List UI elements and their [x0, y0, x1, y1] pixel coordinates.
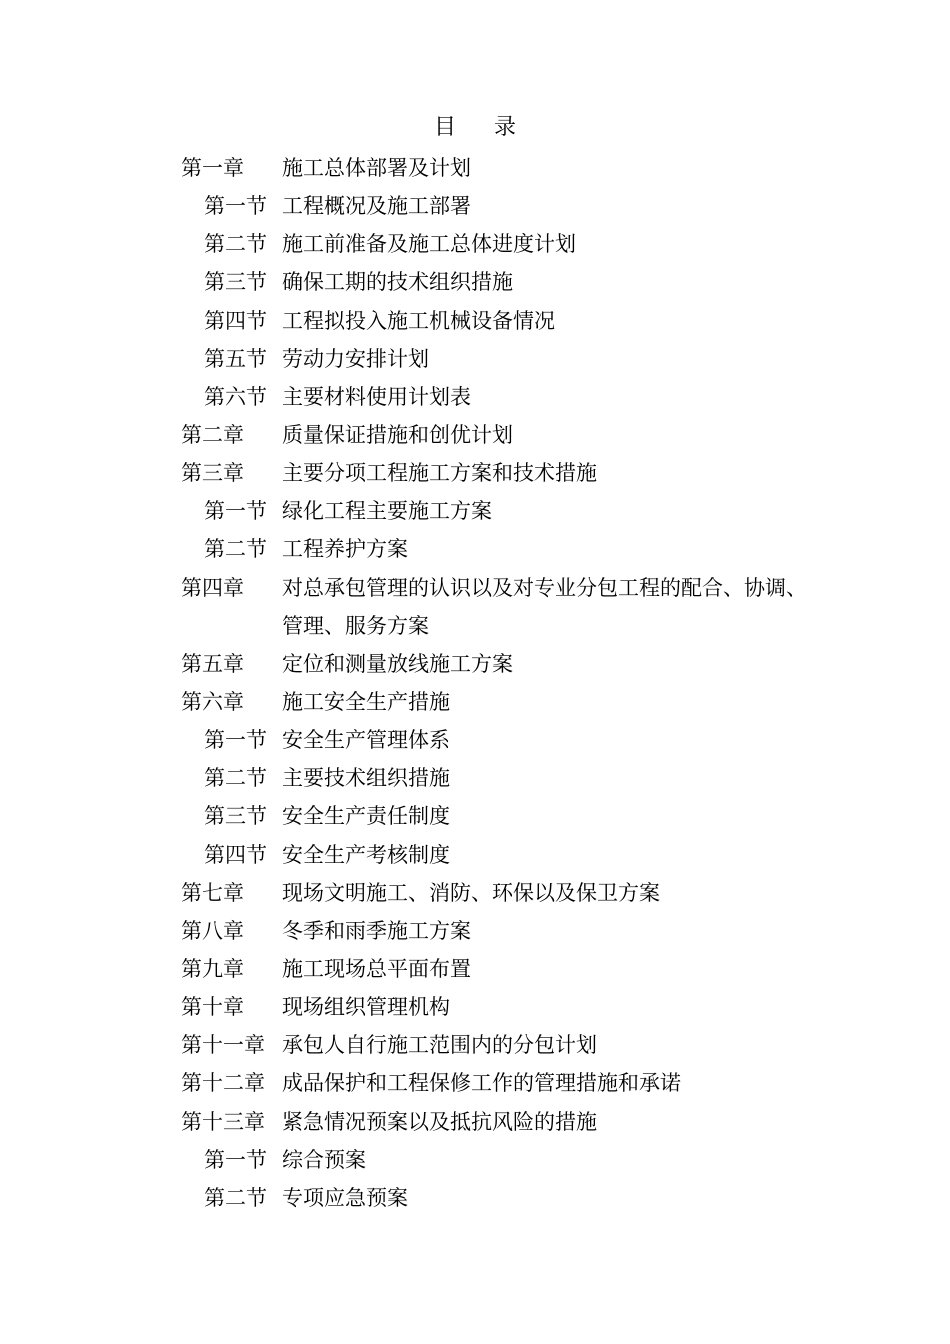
toc-entry-number: 第一章 [181, 156, 244, 180]
toc-entry-number: 第二章 [181, 422, 244, 447]
toc-entry-number: 第八章 [181, 918, 244, 943]
toc-entry [0, 836, 950, 874]
toc-entry-title: 冬季和雨季施工方案 [282, 918, 471, 943]
toc-entry-title: 专项应急预案 [282, 1185, 408, 1210]
toc-entry-number: 第三章 [181, 461, 244, 486]
toc-entry-title: 安全生产考核制度 [282, 842, 450, 867]
toc-entry-title: 主要分项工程施工方案和技术措施 [282, 461, 597, 486]
toc-entry-title: 工程拟投入施工机械设备情况 [282, 308, 555, 333]
toc-entry-number: 第四节 [204, 842, 267, 867]
toc-entry-title: 确保工期的技术组织措施 [282, 270, 513, 295]
toc-entry-title: 施工安全生产措施 [282, 689, 450, 714]
toc-entry [0, 1026, 950, 1064]
toc-entry [0, 912, 950, 950]
toc-entry [0, 187, 950, 225]
toc-entry-number: 第十二章 [181, 1071, 265, 1096]
toc-entry [0, 874, 950, 912]
toc-entry-title: 安全生产责任制度 [282, 804, 450, 829]
page-title [0, 113, 950, 143]
toc-entry [0, 759, 950, 797]
toc-entry-continuation [0, 607, 950, 645]
toc-entry-number: 第六章 [181, 689, 244, 714]
toc-entry-number: 第二节 [204, 1185, 267, 1210]
toc-entry-title: 管理、服务方案 [282, 613, 429, 638]
toc-entry [0, 1103, 950, 1141]
toc-entry-number: 第一节 [204, 194, 267, 219]
toc-entry [0, 416, 950, 454]
toc-entry-number: 第五节 [204, 346, 267, 371]
toc-entry-title: 工程养护方案 [282, 537, 408, 562]
toc-entry [0, 1064, 950, 1102]
toc-entry [0, 1141, 950, 1179]
toc-entry [0, 683, 950, 721]
toc-entry [0, 454, 950, 492]
table-of-contents [0, 149, 950, 1217]
toc-entry-title: 定位和测量放线施工方案 [282, 651, 513, 676]
title-right: 录 [494, 115, 517, 140]
toc-entry-title: 现场组织管理机构 [282, 995, 450, 1020]
toc-entry-number: 第三节 [204, 804, 267, 829]
toc-entry [0, 988, 950, 1026]
toc-entry-title: 工程概况及施工部署 [282, 194, 471, 219]
title-left: 目 [433, 115, 456, 140]
toc-entry-title: 主要材料使用计划表 [282, 384, 471, 409]
toc-entry [0, 492, 950, 530]
toc-entry-title: 综合预案 [282, 1147, 366, 1172]
toc-entry-title: 施工前准备及施工总体进度计划 [282, 232, 576, 257]
toc-entry-title: 质量保证措施和创优计划 [282, 422, 513, 447]
toc-entry [0, 950, 950, 988]
toc-entry [0, 263, 950, 301]
toc-entry-number: 第二节 [204, 766, 267, 791]
toc-entry-number: 第九章 [181, 956, 244, 981]
toc-entry [0, 721, 950, 759]
toc-entry-number: 第四节 [204, 308, 267, 333]
toc-entry-title: 成品保护和工程保修工作的管理措施和承诺 [282, 1071, 681, 1096]
toc-entry-number: 第七章 [181, 880, 244, 905]
toc-entry-title: 紧急情况预案以及抵抗风险的措施 [282, 1109, 597, 1134]
toc-entry-number: 第二节 [204, 537, 267, 562]
toc-entry-number: 第四章 [181, 575, 244, 600]
toc-entry-number: 第十三章 [181, 1109, 265, 1134]
toc-entry-number: 第五章 [181, 651, 244, 676]
toc-entry-title: 劳动力安排计划 [282, 346, 429, 371]
toc-entry [0, 225, 950, 263]
toc-entry [0, 302, 950, 340]
toc-entry [0, 530, 950, 568]
toc-entry-number: 第十一章 [181, 1033, 265, 1058]
toc-entry-title: 安全生产管理体系 [282, 728, 450, 753]
toc-entry-title: 施工现场总平面布置 [282, 956, 471, 981]
toc-entry [0, 797, 950, 835]
toc-entry [0, 645, 950, 683]
toc-entry-title: 施工总体部署及计划 [282, 156, 471, 180]
toc-entry-number: 第三节 [204, 270, 267, 295]
toc-entry [0, 149, 950, 187]
toc-entry [0, 378, 950, 416]
toc-entry [0, 569, 950, 607]
toc-entry-title: 绿化工程主要施工方案 [282, 499, 492, 524]
toc-entry-number: 第一节 [204, 499, 267, 524]
toc-entry-number: 第十章 [181, 995, 244, 1020]
toc-entry-title: 对总承包管理的认识以及对专业分包工程的配合、协调、 [282, 575, 807, 600]
toc-entry-number: 第二节 [204, 232, 267, 257]
toc-entry-title: 承包人自行施工范围内的分包计划 [282, 1033, 597, 1058]
toc-entry-number: 第六节 [204, 384, 267, 409]
toc-entry-number: 第一节 [204, 728, 267, 753]
toc-entry-title: 现场文明施工、消防、环保以及保卫方案 [282, 880, 660, 905]
toc-entry [0, 1179, 950, 1217]
toc-entry-number: 第一节 [204, 1147, 267, 1172]
toc-entry-title: 主要技术组织措施 [282, 766, 450, 791]
toc-entry [0, 340, 950, 378]
